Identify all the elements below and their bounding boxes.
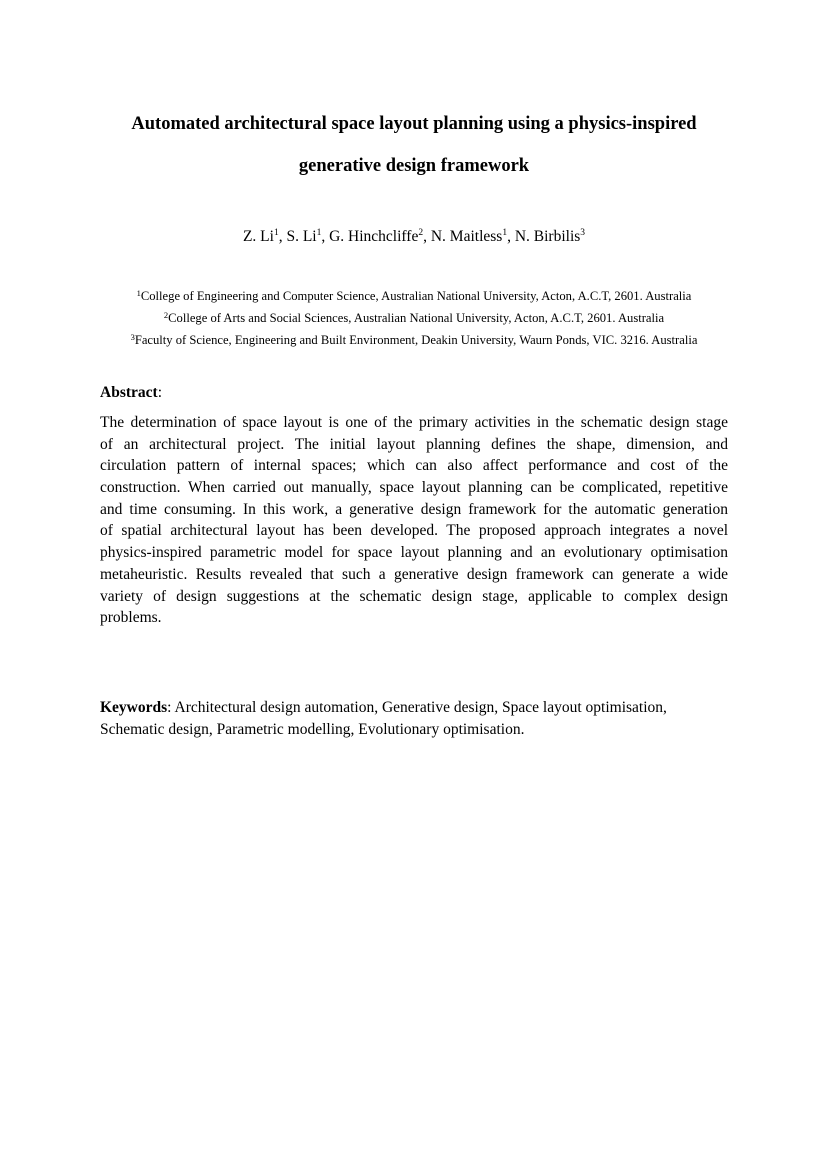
author-list [0,227,828,247]
title-line-2: generative design framework [298,156,530,176]
author-affiliation-mark: 1 [316,228,322,238]
abstract-heading [100,383,162,403]
affiliation-text: College of Engineering and Computer Science, Australian National University, Acton, A.C.T, 2601. Australia [140,289,692,303]
author-name: Z. Li [242,228,274,245]
author-affiliation-mark: 2 [418,228,424,238]
author-affiliation-mark: 3 [580,228,586,238]
affiliation-text: College of Arts and Social Sciences, Australian National University, Acton, A.C.T, 2601. Australia [168,311,665,325]
affiliation-mark: 1 [136,288,141,298]
affiliation [0,288,828,304]
abstract-line: construction. When carried out manually, space layout planning can be complicated, repetitive [100,479,728,497]
abstract-line: of spatial architectural layout has been developed. The proposed approach integrates a novel [100,522,728,540]
abstract-line: circulation pattern of internal spaces; which can also affect performance and cost of the [100,457,728,475]
affiliation [0,332,828,348]
affiliation-mark: 2 [163,310,169,320]
abstract-line: physics-inspired parametric model for space layout planning and an evolutionary optimisation [100,544,728,562]
abstract-line: problems. [100,609,162,627]
author-name: G. Hinchcliffe [329,228,419,245]
author-name: S. Li [286,228,317,245]
abstract-line: variety of design suggestions at the schematic design stage, applicable to complex design [100,587,728,605]
author-name: N. Maitless [430,228,503,245]
keywords-section [100,697,728,740]
affiliation-mark: 3 [130,332,135,342]
abstract-heading-colon: : [157,384,162,401]
abstract-line: and time consuming. In this work, a generative design framework for the automatic generation [100,500,728,518]
keywords-line-2: Schematic design, Parametric modelling, Evolutionary optimisation. [100,720,525,738]
affiliation-text: Faculty of Science, Engineering and Built Environment, Deakin University, Waurn Ponds, VIC. 3216. Australia [134,333,698,347]
abstract-heading-label: Abstract [100,384,158,401]
title-line-1: Automated architectural space layout planning using a physics-inspired [131,114,697,134]
author-separator: , [507,228,515,245]
affiliation [0,310,828,326]
abstract-line: of an architectural project. The initial layout planning defines the shape, dimension, and [100,435,728,453]
author-name: N. Birbilis [514,228,581,245]
keywords-text: : Architectural design automation, Generative design, Space layout optimisation, [167,699,667,716]
abstract-line: metaheuristic. Results revealed that such a generative design framework can generate a wide [100,565,728,583]
abstract-body [100,412,728,629]
author-separator: , [278,228,287,245]
author-separator: , [423,228,431,245]
author-affiliation-mark: 1 [502,228,508,238]
keywords-label: Keywords [100,699,168,716]
author-separator: , [321,228,330,245]
abstract-line: The determination of space layout is one of the primary activities in the schematic design stage [100,414,728,431]
keywords-line-1 [100,697,728,719]
author-affiliation-mark: 1 [273,228,279,238]
